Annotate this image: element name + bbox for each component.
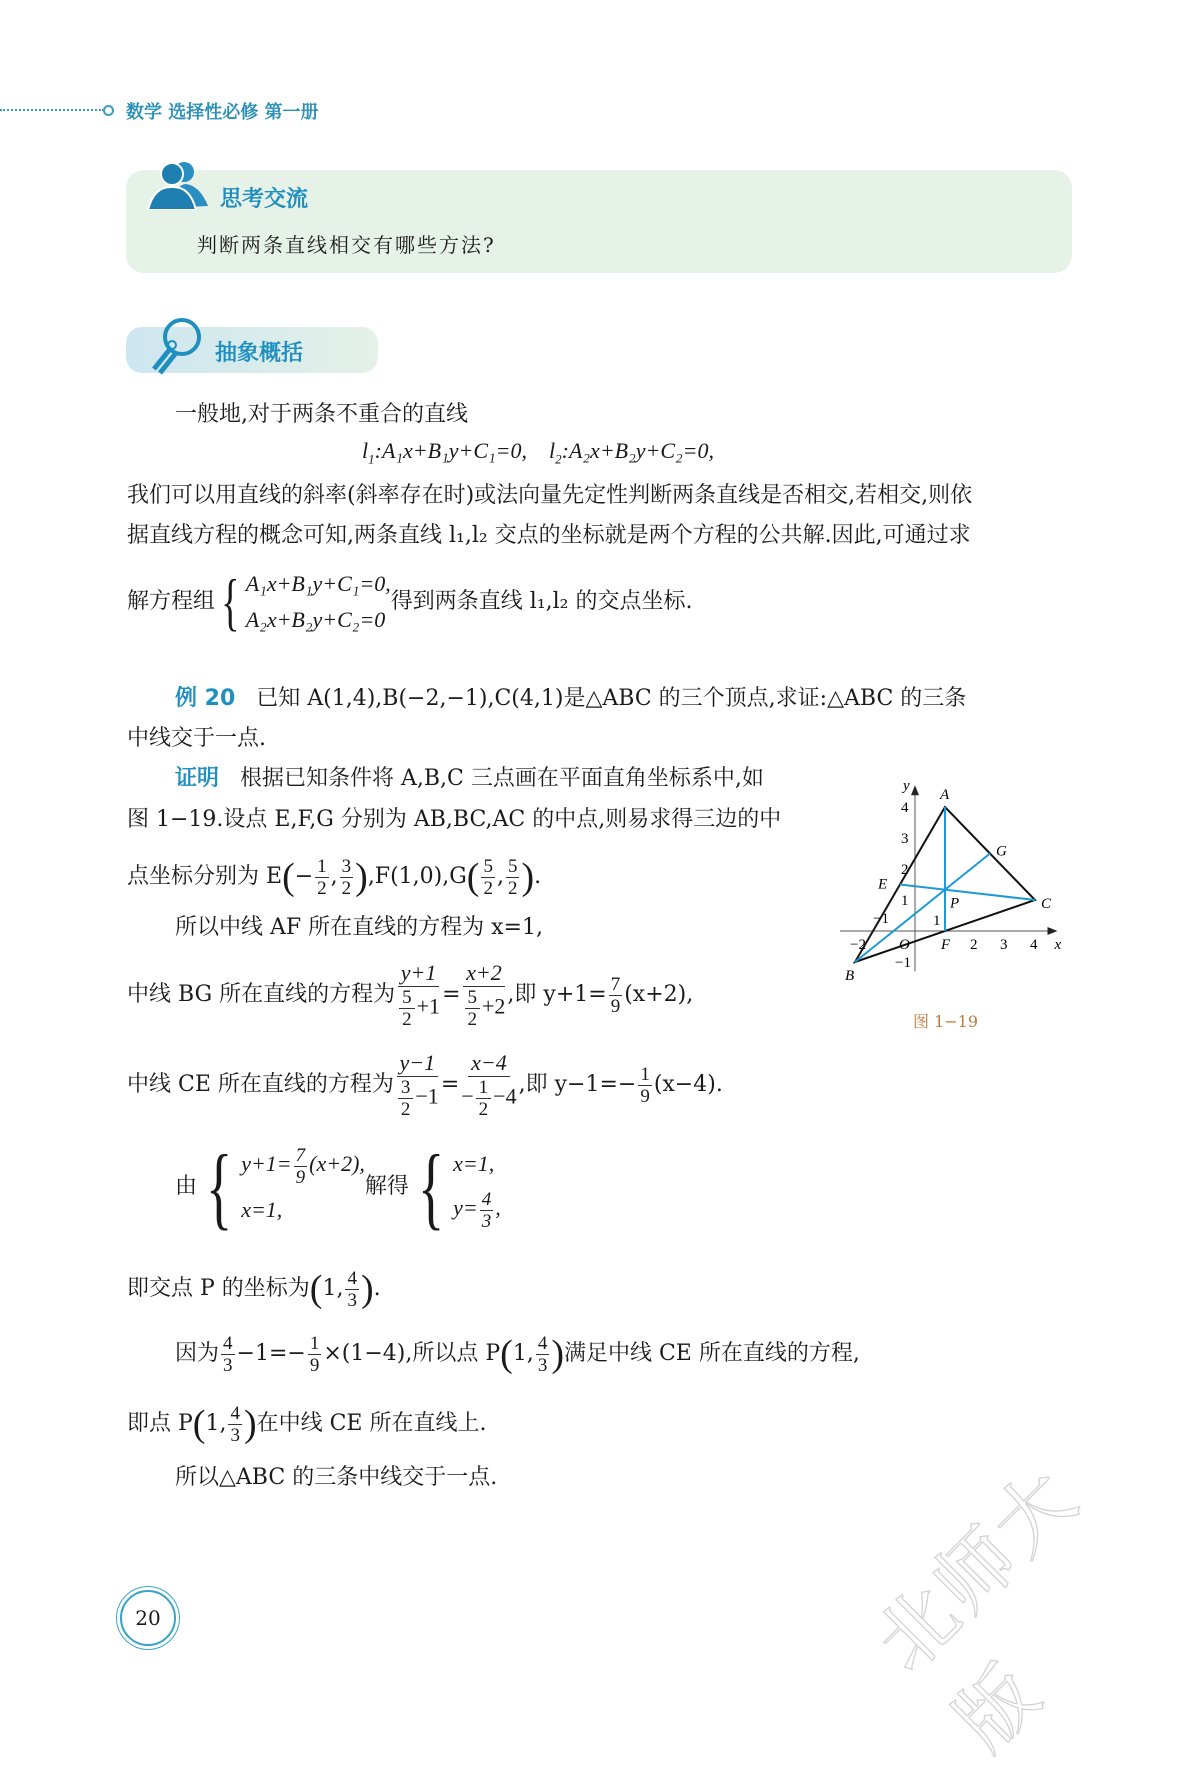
brace: { <box>417 1136 445 1238</box>
num: 3 <box>341 855 352 877</box>
point-p-line <box>127 1264 381 1314</box>
paren: ( <box>192 1403 206 1445</box>
den: 2 <box>478 1099 489 1120</box>
fraction <box>396 1050 439 1120</box>
label-A: A <box>940 787 950 803</box>
text: +1 <box>416 993 441 1019</box>
text: 1, <box>512 1341 534 1366</box>
text: 中线 CE 所在直线的方程为 <box>127 1072 394 1097</box>
text: 根据已知条件将 A,B,C 三点画在平面直角坐标系中,如 <box>240 766 764 791</box>
fraction <box>481 856 495 899</box>
conclusion: 所以△ABC 的三条中线交于一点. <box>175 1465 498 1490</box>
y-tick-label: 4 <box>901 800 909 816</box>
fraction <box>294 1145 308 1188</box>
fraction <box>345 1268 359 1311</box>
median-ce <box>127 1045 723 1125</box>
paragraph: 中线交于一点. <box>127 726 266 751</box>
eq-text: l <box>362 438 369 463</box>
brace: { <box>221 566 240 637</box>
num: 5 <box>483 855 493 877</box>
line-equations <box>362 437 714 473</box>
label-O: O <box>899 937 910 953</box>
figure-caption: 图 1−19 <box>913 1012 979 1031</box>
num: 4 <box>537 1332 548 1354</box>
page-number: 20 <box>120 1590 176 1646</box>
text: y+1= <box>241 1151 292 1177</box>
fraction <box>221 1333 235 1376</box>
text: 因为 <box>175 1341 220 1366</box>
y-tick-label: −1 <box>895 955 911 971</box>
watermark-logo: 北师大版 <box>858 1451 1097 1768</box>
example-label: 例 20 <box>175 686 236 711</box>
den: 3 <box>223 1354 233 1376</box>
num: 7 <box>295 1144 306 1166</box>
y-tick-label: 2 <box>901 862 909 878</box>
num: x−4 <box>468 1050 510 1077</box>
den: 2 <box>467 1009 477 1030</box>
fraction <box>397 960 440 1030</box>
text: 1, <box>205 1411 227 1436</box>
den <box>461 1077 516 1120</box>
den: 3 <box>347 1289 357 1311</box>
book-title: 数学 选择性必修 第一册 <box>126 102 319 123</box>
den: 9 <box>610 995 621 1017</box>
system <box>241 1142 365 1231</box>
eq-text: l <box>549 438 556 463</box>
fraction <box>536 1333 550 1376</box>
text: 中线 BG 所在直线的方程为 <box>127 982 396 1007</box>
median-CE <box>900 885 1035 901</box>
think-title: 思考交流 <box>220 187 309 212</box>
den <box>396 1077 439 1120</box>
den <box>463 987 506 1030</box>
text: −1=− <box>236 1341 306 1366</box>
paren: ) <box>360 1268 374 1310</box>
sys-row <box>241 1142 365 1187</box>
paren: ) <box>243 1403 257 1445</box>
text: . <box>534 864 542 889</box>
fraction <box>638 1064 652 1107</box>
text: 得到两条直线 l₁,l₂ 的交点坐标. <box>390 589 693 614</box>
on-line <box>127 1399 486 1449</box>
num: x+2 <box>463 960 505 987</box>
x-tick-label: −1 <box>873 911 889 927</box>
text: 即交点 P 的坐标为 <box>127 1276 310 1301</box>
text: 1, <box>322 1276 344 1301</box>
text: 即点 P <box>127 1411 193 1436</box>
fraction <box>308 1333 322 1376</box>
den: 3 <box>537 1354 548 1376</box>
abstract-title: 抽象概括 <box>215 341 304 366</box>
sys-row: x=1, <box>453 1151 495 1177</box>
check-line <box>175 1329 860 1379</box>
text: −1 <box>415 1083 439 1109</box>
paren: ( <box>282 856 295 898</box>
paren: ( <box>309 1268 323 1310</box>
text: , <box>496 864 504 889</box>
paren: ( <box>466 856 480 898</box>
lightbulb-icon <box>146 315 206 375</box>
median-bg <box>127 955 693 1035</box>
num: y+1 <box>398 960 440 987</box>
paragraph: 图 1−19.设点 E,F,G 分别为 AB,BC,AC 的中点,则易求得三边的中 <box>127 807 782 832</box>
den: 2 <box>341 877 352 899</box>
eq-text: ₁x+B₁y+C₁=0, <box>395 438 528 463</box>
people-icon <box>146 160 212 210</box>
paren: ( <box>500 1333 513 1375</box>
label-C: C <box>1041 896 1052 912</box>
header-rule <box>0 109 104 111</box>
paren: ) <box>355 856 368 898</box>
x-tick-label: 1 <box>933 913 941 929</box>
paragraph: 我们可以用直线的斜率(斜率存在时)或法向量先定性判断两条直线是否相交,若相交,则依 <box>127 483 973 508</box>
label-x: x <box>1054 937 1062 953</box>
label-B: B <box>845 968 855 984</box>
text: 在中线 CE 所在直线上. <box>256 1411 487 1436</box>
text: (x−4). <box>653 1072 723 1097</box>
proof-line <box>175 765 764 793</box>
fraction <box>340 856 354 899</box>
text: ,即 y−1=− <box>518 1072 637 1097</box>
num: 3 <box>398 1077 414 1099</box>
text: 满足中线 CE 所在直线的方程, <box>563 1341 860 1366</box>
eq-text: :A <box>561 438 583 463</box>
text: 点坐标分别为 E <box>127 864 283 889</box>
sys-row <box>453 1186 501 1231</box>
proof-label: 证明 <box>175 766 220 791</box>
system <box>453 1142 501 1231</box>
x-tick-label: −2 <box>850 937 866 953</box>
figure-1-19 <box>830 770 1100 1000</box>
den <box>397 987 440 1030</box>
den: 3 <box>481 1210 492 1232</box>
x-tick-label: 4 <box>1030 937 1038 953</box>
solve-system <box>175 1136 501 1238</box>
header-dot <box>103 105 114 116</box>
den: 3 <box>230 1424 240 1446</box>
text: 已知 A(1,4),B(−2,−1),C(4,1)是△ABC 的三个顶点,求证:△ABC 的三条 <box>256 686 967 711</box>
label-G: G <box>996 843 1007 860</box>
num: 7 <box>610 973 621 995</box>
eq-text: ₂x+B₂y+C₂=0, <box>582 438 715 463</box>
text: ,即 y+1= <box>507 982 607 1007</box>
fraction <box>315 856 329 899</box>
fraction <box>476 1077 492 1120</box>
eq-text: 2 <box>555 451 562 467</box>
fraction <box>506 856 520 899</box>
num: 4 <box>230 1402 240 1424</box>
paragraph: 据直线方程的概念可知,两条直线 l₁,l₂ 交点的坐标就是两个方程的公共解.因此,可通过求 <box>127 523 971 548</box>
text: −4 <box>493 1083 517 1109</box>
text: ,F(1,0),G <box>367 864 467 889</box>
den: 2 <box>402 1009 412 1030</box>
num: 1 <box>309 1332 320 1354</box>
system <box>246 566 391 638</box>
sys-row: A₂x+B₂y+C₂=0 <box>245 607 386 632</box>
text: ×(1−4),所以点 P <box>323 1341 501 1366</box>
fraction <box>480 1189 494 1232</box>
median-af: 所以中线 AF 所在直线的方程为 x=1, <box>175 915 543 940</box>
fraction <box>465 987 481 1030</box>
brace: { <box>205 1136 233 1238</box>
text: +2 <box>482 993 506 1019</box>
num: 4 <box>347 1267 357 1289</box>
den: 9 <box>295 1166 306 1188</box>
x-axis-arrow <box>1048 927 1058 935</box>
x-tick-label: 2 <box>970 937 978 953</box>
text: (x+2), <box>624 982 694 1007</box>
num: 4 <box>223 1332 233 1354</box>
fraction <box>399 987 415 1030</box>
paren: ) <box>551 1333 564 1375</box>
den: 2 <box>483 877 493 899</box>
sys-row: x=1, <box>241 1196 283 1222</box>
text: , <box>330 864 338 889</box>
y-tick-label: 1 <box>901 893 909 909</box>
fraction <box>228 1403 242 1446</box>
fraction <box>461 1050 516 1120</box>
text: = <box>442 982 461 1007</box>
text: . <box>373 1276 381 1301</box>
den: 9 <box>640 1085 650 1107</box>
text: − <box>461 1083 474 1109</box>
text: y= <box>453 1195 478 1221</box>
text: (x+2), <box>309 1151 365 1177</box>
num: y−1 <box>397 1050 439 1077</box>
sys-row: A₁x+B₁y+C₁=0, <box>245 571 391 596</box>
text: = <box>440 1072 460 1097</box>
den: 2 <box>317 877 327 899</box>
text: , <box>495 1195 501 1221</box>
fraction <box>398 1077 414 1120</box>
num: 4 <box>481 1188 492 1210</box>
num: 5 <box>465 987 481 1009</box>
eq-text: :A <box>374 438 396 463</box>
y-tick-label: 3 <box>901 831 909 847</box>
equation-system-line <box>127 566 692 638</box>
example-statement <box>175 685 966 713</box>
num: 1 <box>640 1063 650 1085</box>
text: 解得 <box>364 1174 409 1199</box>
y-axis-arrow <box>911 785 919 795</box>
den: 2 <box>507 877 518 899</box>
num: 5 <box>507 855 518 877</box>
num: 5 <box>399 987 415 1009</box>
text: − <box>294 864 314 889</box>
eq-text: 1 <box>368 451 375 467</box>
num: 1 <box>476 1077 492 1099</box>
num: 1 <box>317 855 327 877</box>
midpoint-line <box>127 852 541 902</box>
paren: ) <box>521 856 535 898</box>
label-P: P <box>950 895 960 912</box>
label-F: F <box>941 937 951 953</box>
text: 由 <box>175 1174 198 1199</box>
think-question: 判断两条直线相交有哪些方法? <box>197 233 496 257</box>
fraction <box>609 974 623 1017</box>
den: 2 <box>400 1099 411 1120</box>
label-E: E <box>878 876 888 893</box>
den: 9 <box>309 1354 320 1376</box>
label-y: y <box>903 777 910 794</box>
x-tick-label: 3 <box>1000 937 1008 953</box>
paragraph: 一般地,对于两条不重合的直线 <box>175 402 468 427</box>
fraction <box>463 960 506 1030</box>
text: 解方程组 <box>127 589 216 614</box>
